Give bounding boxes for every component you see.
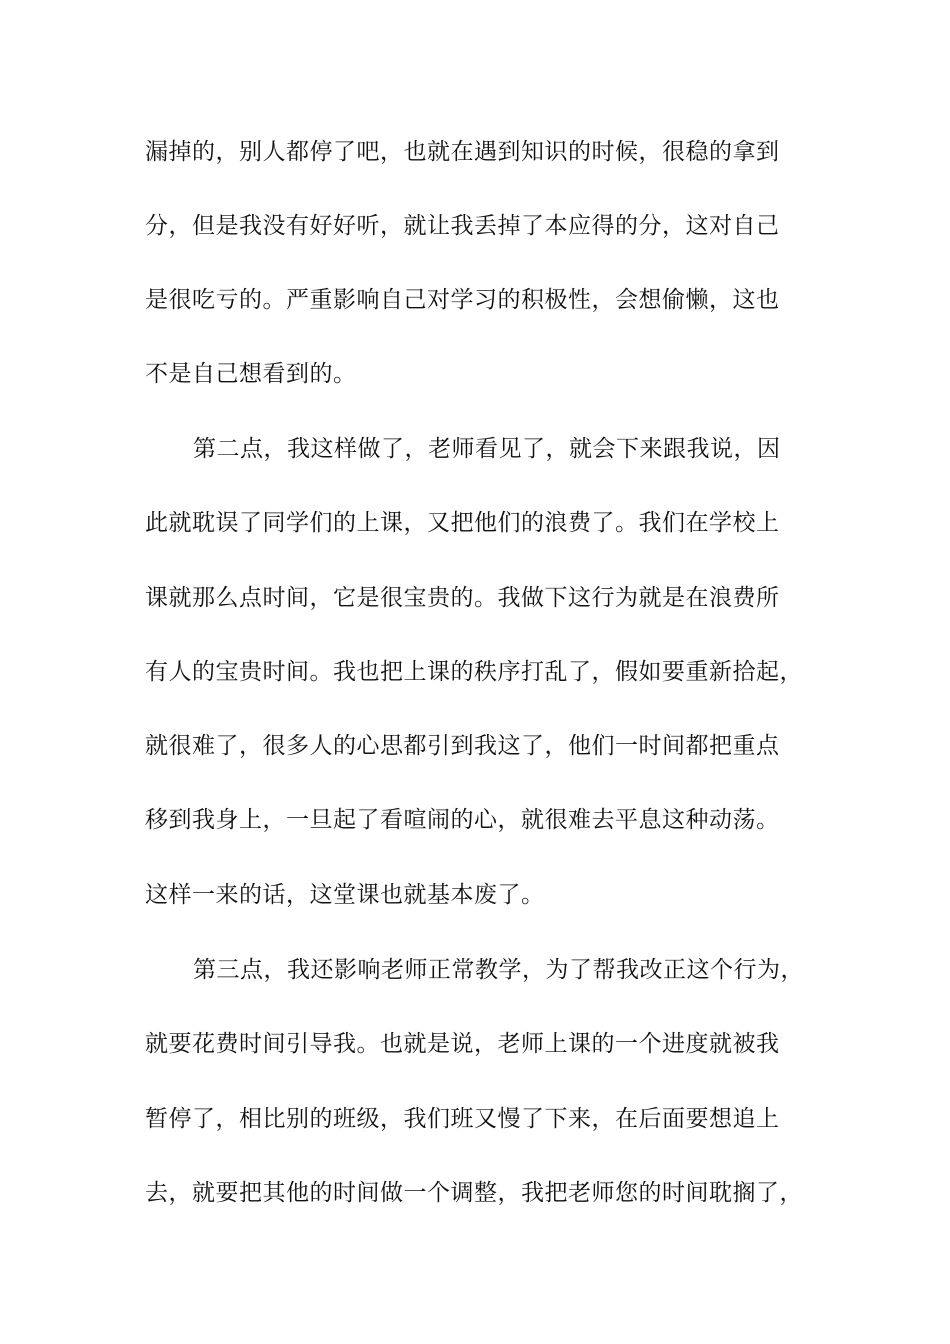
text-line: 分，但是我没有好好听，就让我丢掉了本应得的分，这对自己 [145, 213, 780, 239]
text-line: 就要花费时间引导我。也就是说，老师上课的一个进度就被我 [145, 1031, 780, 1057]
text-line: 课就那么点时间，它是很宝贵的。我做下这行为就是在浪费所 [145, 585, 780, 611]
text-line: 移到我身上，一旦起了看喧闹的心，就很难去平息这种动荡。 [145, 807, 780, 833]
text-line: 暂停了，相比别的班级，我们班又慢了下来，在后面要想追上 [145, 1106, 780, 1132]
text-line: 漏掉的，别人都停了吧，也就在遇到知识的时候，很稳的拿到 [145, 139, 780, 165]
text-line: 就很难了，很多人的心思都引到我这了，他们一时间都把重点 [145, 733, 780, 759]
text-line: 去，就要把其他的时间做一个调整，我把老师您的时间耽搁了， [145, 1180, 803, 1206]
text-line: 此就耽误了同学们的上课，又把他们的浪费了。我们在学校上 [145, 510, 780, 536]
text-line: 不是自己想看到的。 [145, 361, 357, 387]
paragraph-start-line: 第二点，我这样做了，老师看见了，就会下来跟我说，因 [193, 436, 781, 462]
text-line: 有人的宝贵时间。我也把上课的秩序打乱了，假如要重新拾起， [145, 659, 803, 685]
text-line: 是很吃亏的。严重影响自己对学习的积极性，会想偷懒，这也 [145, 287, 780, 313]
paragraph-start-line: 第三点，我还影响老师正常教学，为了帮我改正这个行为， [193, 957, 804, 983]
text-line: 这样一来的话，这堂课也就基本废了。 [145, 882, 545, 908]
